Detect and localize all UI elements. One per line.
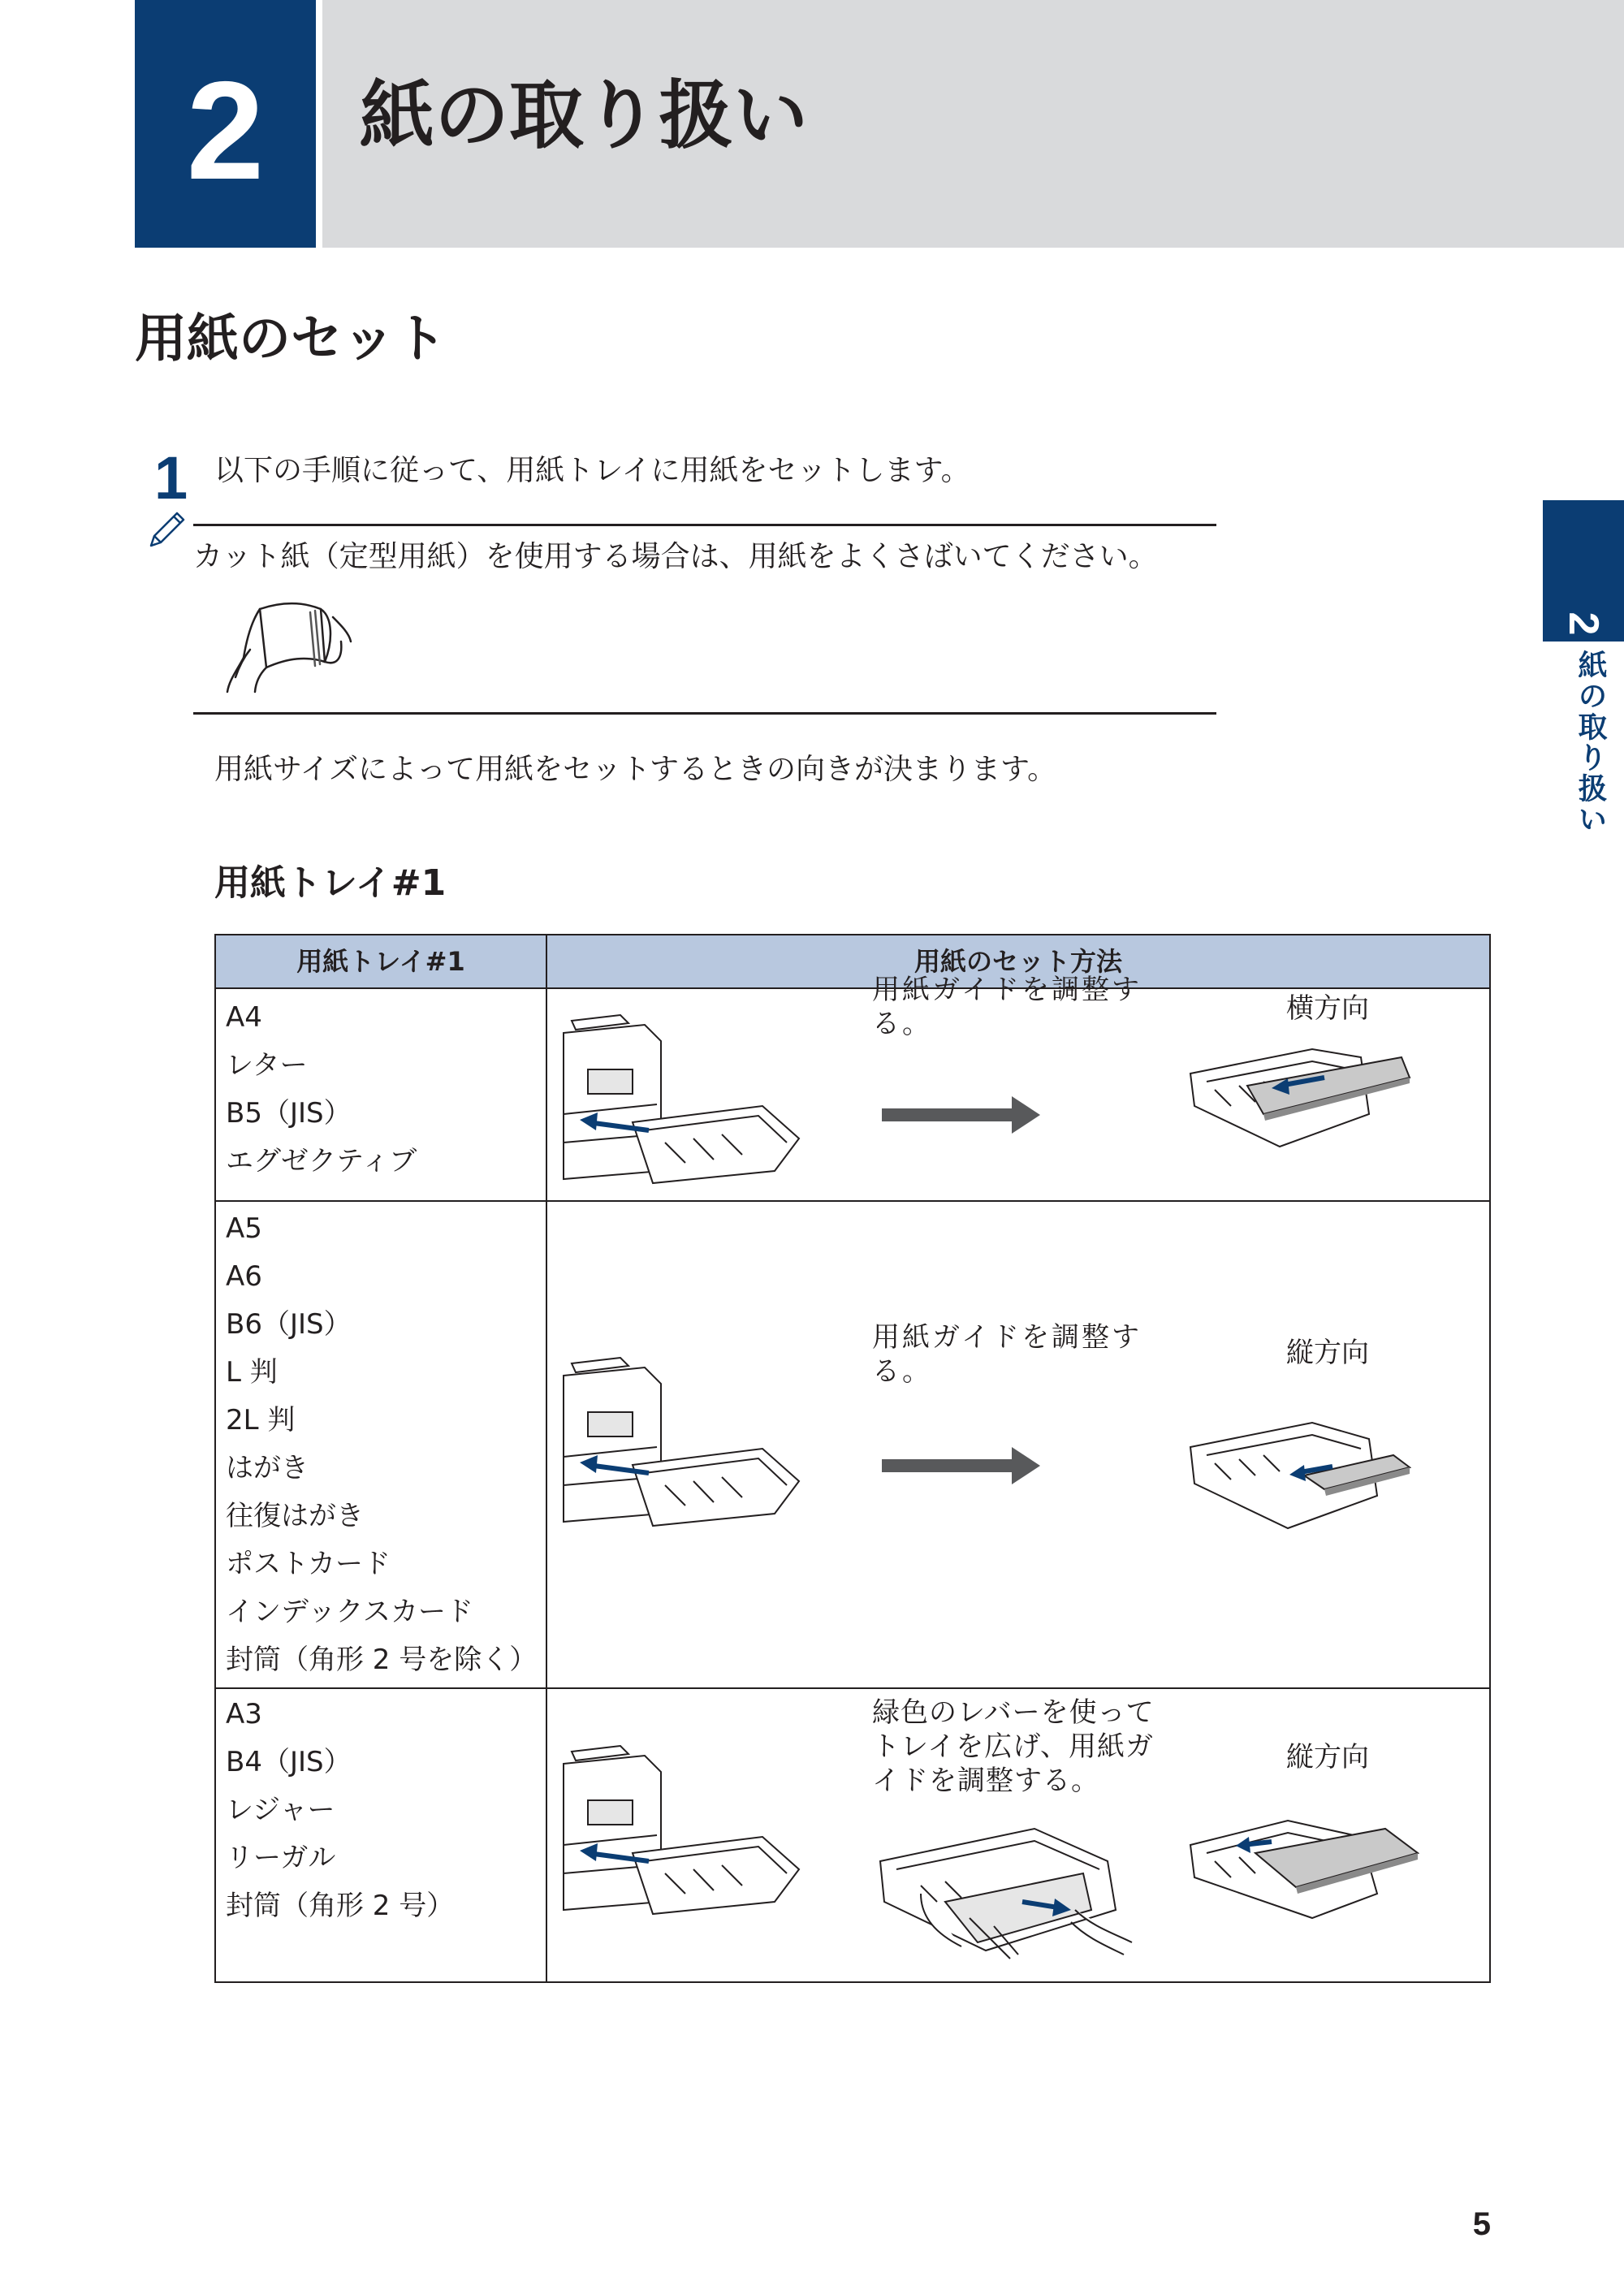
size-item: 往復はがき [226, 1500, 364, 1532]
side-tab-title: 紙の取り扱い [1574, 650, 1607, 835]
right-arrow-icon [882, 1095, 1040, 1135]
paper-loading-table [214, 934, 1491, 1983]
note-text: カット紙（定型用紙）を使用する場合は、用紙をよくさばいてください。 [193, 540, 1158, 573]
printer-tray-illustration [555, 1351, 807, 1530]
size-item: L 判 [226, 1356, 278, 1389]
instruction-text: 用紙ガイドを調整する。 [872, 1321, 1142, 1388]
size-item: B5（JIS） [226, 1097, 352, 1130]
instruction-text: 緑色のレバーを使ってトレイを広げ、用紙ガイドを調整する。 [872, 1696, 1155, 1797]
page-number: 5 [1472, 2206, 1491, 2242]
size-item: A5 [226, 1212, 262, 1245]
right-arrow-icon [882, 1445, 1040, 1486]
printer-tray-illustration [555, 1009, 807, 1187]
table-header-method: 用紙のセット方法 [914, 946, 1122, 977]
fan-paper-icon [211, 593, 357, 698]
table-row-divider [216, 1687, 1489, 1689]
pencil-icon [145, 510, 187, 552]
size-item: B6（JIS） [226, 1308, 352, 1341]
size-item: はがき [226, 1452, 309, 1484]
extend-tray-illustration [872, 1812, 1140, 1971]
orientation-label: 縦方向 [1286, 1741, 1369, 1773]
table-column-divider [546, 935, 547, 1981]
instruction-text: 用紙ガイドを調整する。 [872, 974, 1142, 1040]
size-item: リーガル [226, 1842, 336, 1874]
orientation-label: 横方向 [1286, 992, 1369, 1025]
step-text: 以下の手順に従って、用紙トレイに用紙をセットします。 [214, 454, 970, 487]
size-item: A4 [226, 1001, 262, 1034]
note-bottom-rule [193, 712, 1216, 715]
step-number: 1 [154, 444, 188, 512]
size-item: 封筒（角形 2 号を除く） [226, 1644, 538, 1676]
landscape-tray-illustration [1182, 1025, 1426, 1155]
orientation-label: 縦方向 [1286, 1337, 1369, 1369]
note-top-rule [193, 524, 1216, 526]
size-item: レター [226, 1049, 308, 1082]
size-item: インデックスカード [226, 1596, 473, 1628]
size-item: 2L 判 [226, 1404, 296, 1436]
size-item: A6 [226, 1260, 262, 1293]
orientation-paragraph: 用紙サイズによって用紙をセットするときの向きが決まります。 [214, 753, 1057, 786]
large-paper-tray-illustration [1182, 1796, 1434, 1926]
size-item: 封筒（角形 2 号） [226, 1890, 455, 1922]
size-item: A3 [226, 1698, 262, 1730]
printer-tray-illustration [555, 1739, 807, 1918]
size-item: ポストカード [226, 1548, 391, 1580]
chapter-number: 2 [186, 53, 265, 209]
size-item: B4（JIS） [226, 1746, 352, 1778]
subsection-title: 用紙トレイ#1 [214, 862, 447, 904]
table-row-sizes [226, 1691, 454, 1930]
portrait-tray-illustration [1182, 1398, 1426, 1536]
table-row-sizes [226, 1205, 537, 1684]
section-title: 用紙のセット [135, 309, 447, 369]
table-header-tray: 用紙トレイ#1 [296, 946, 465, 977]
size-item: レジャー [226, 1794, 335, 1826]
chapter-title: 紙の取り扱い [360, 72, 809, 159]
size-item: エグゼクティブ [226, 1145, 417, 1177]
side-tab-number: 2 [1560, 611, 1607, 636]
table-row-divider [216, 1200, 1489, 1202]
table-row-sizes [226, 994, 417, 1186]
